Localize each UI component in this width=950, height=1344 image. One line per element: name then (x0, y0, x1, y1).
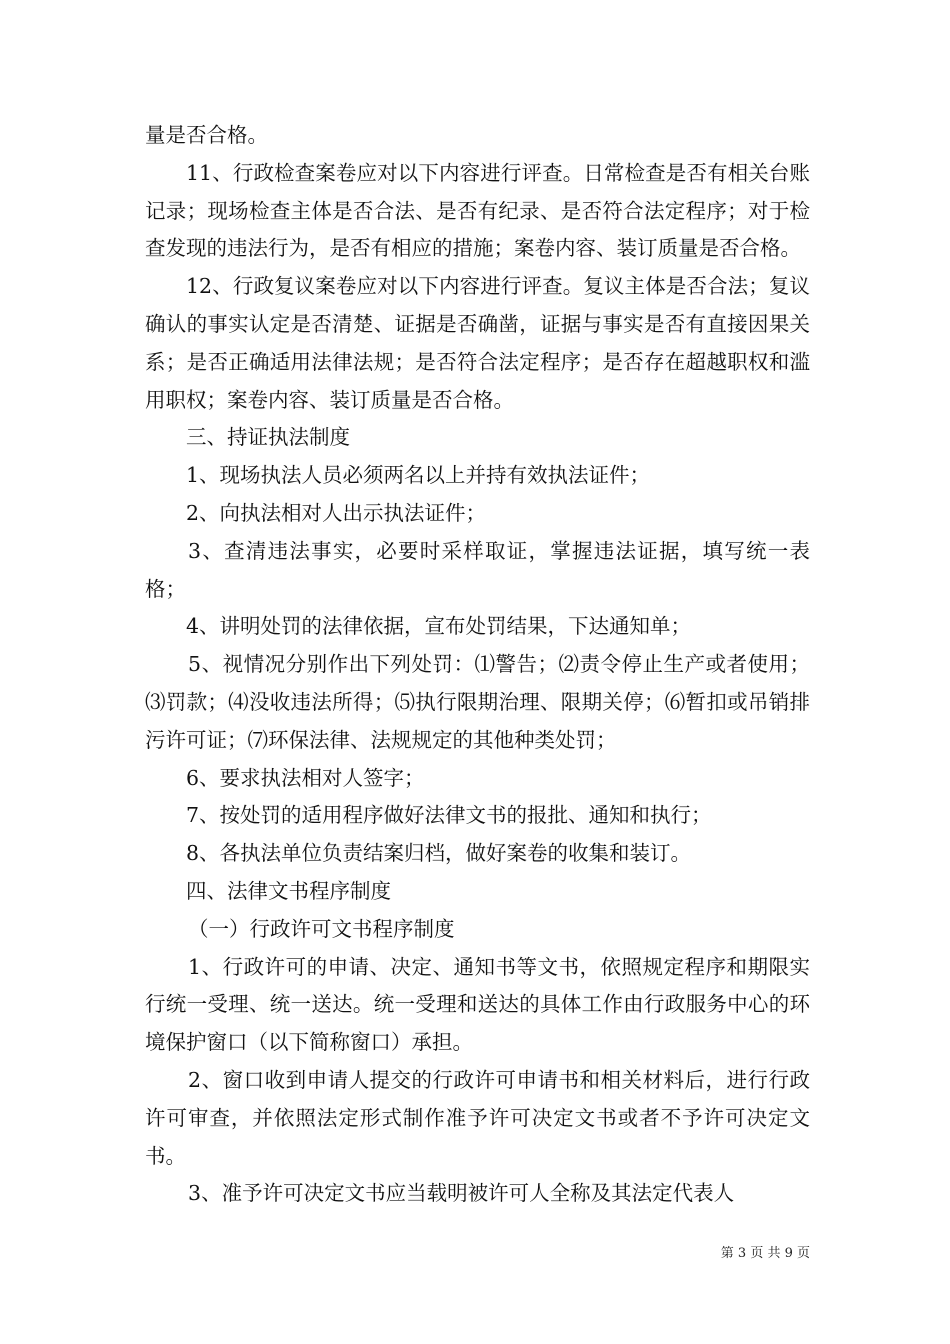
paragraph-item-5: 5、视情况分别作出下列处罚：⑴警告；⑵责令停止生产或者使用；⑶罚款；⑷没收违法所得；⑸执行限期治理、限期关停；⑹暂扣或吊销排污许可证；⑺环保法律、法规规定的其他种类处罚； (145, 652, 810, 752)
paragraph-permit-2: 2、窗口收到申请人提交的行政许可申请书和相关材料后，进行行政许可审查，并依照法定形式制作准予许可决定文书或者不予许可决定文书。 (145, 1067, 810, 1168)
section-heading-3: 三、持证执法制度 (186, 425, 350, 450)
paragraph-item-6: 6、要求执法相对人签字； (186, 765, 425, 790)
paragraph-item-1: 1、现场执法人员必须两名以上并持有效执法证件； (186, 463, 651, 488)
paragraph-item-11: 11、行政检查案卷应对以下内容进行评查。日常检查是否有相关台账记录；现场检查主体是否合法、是否有纪录、是否符合法定程序；对于检查发现的违法行为，是否有相应的措施；案卷内容、装订质量是否合格。 (145, 160, 810, 261)
paragraph-item-2: 2、向执法相对人出示执法证件； (186, 500, 487, 525)
document-body (145, 117, 810, 1213)
paragraph-item-7: 7、按处罚的适用程序做好法律文书的报批、通知和执行； (186, 803, 712, 828)
paragraph-item-4: 4、讲明处罚的法律依据，宣布处罚结果，下达通知单； (186, 614, 692, 639)
paragraph-continuation: 量是否合格。 (145, 123, 268, 147)
subsection-heading-1: （一）行政许可文书程序制度 (188, 916, 455, 941)
paragraph-permit-1: 1、行政许可的申请、决定、通知书等文书，依照规定程序和期限实行统一受理、统一送达。统一受理和送达的具体工作由行政服务中心的环境保护窗口（以下简称窗口）承担。 (145, 954, 810, 1055)
section-heading-4: 四、法律文书程序制度 (186, 878, 391, 903)
paragraph-item-3: 3、查清违法事实，必要时采样取证，掌握违法证据，填写统一表格； (145, 538, 810, 601)
paragraph-item-8: 8、各执法单位负责结案归档，做好案卷的收集和装订。 (186, 841, 692, 866)
page-number-footer: 第 3 页 共 9 页 (720, 1246, 810, 1261)
paragraph-item-12: 12、行政复议案卷应对以下内容进行评查。复议主体是否合法；复议确认的事实认定是否清楚、证据是否确凿，证据与事实是否有直接因果关系；是否正确适用法律法规；是否符合法定程序；是否存在超越职权和滥用职权；案卷内容、装订质量是否合格。 (145, 274, 810, 412)
paragraph-permit-3: 3、准予许可决定文书应当载明被许可人全称及其法定代表人 (188, 1181, 735, 1206)
